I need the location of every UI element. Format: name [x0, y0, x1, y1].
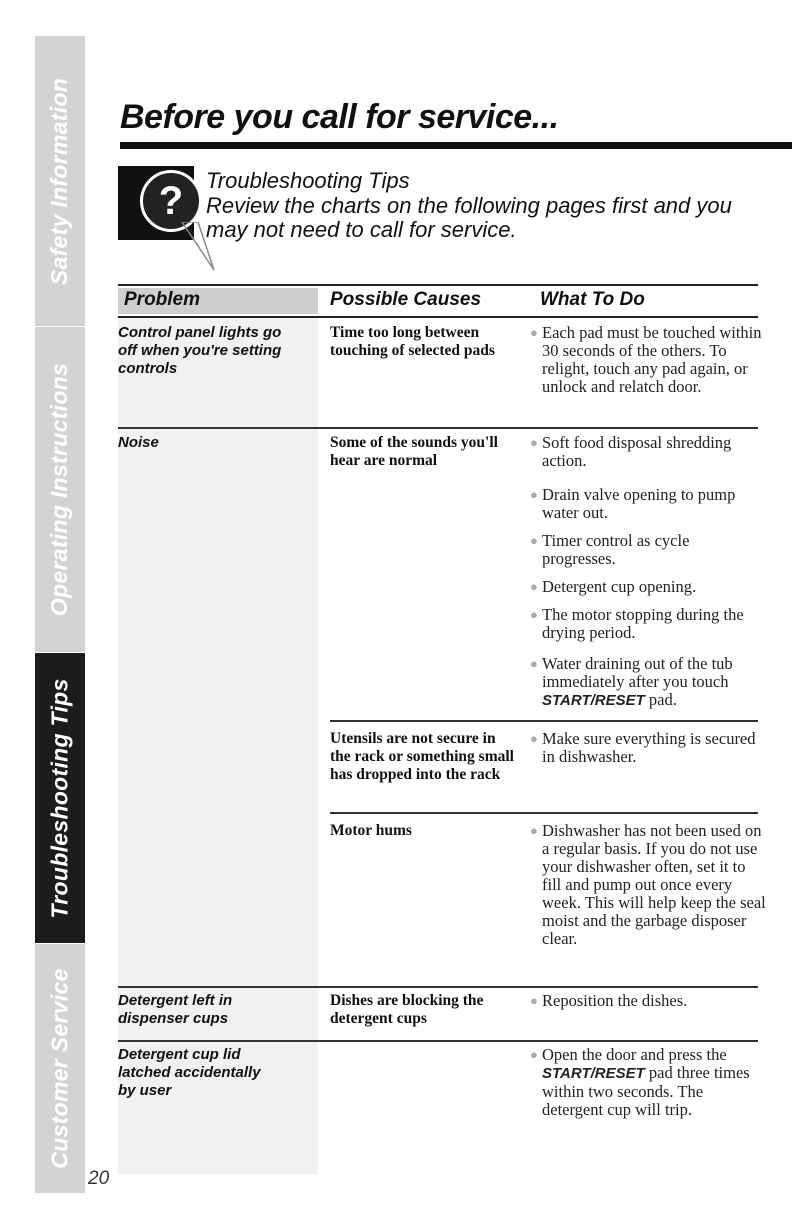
tab-troubleshooting-tips[interactable]: Troubleshooting Tips	[35, 653, 85, 944]
todo-secure-everything: ● Make sure everything is secured in dishwasher.	[530, 729, 756, 766]
tips-heading: Troubleshooting Tips	[206, 168, 410, 193]
problem-noise: Noise	[118, 434, 159, 451]
cause-motor-hums: Motor hums	[330, 822, 412, 839]
todo-food-disposal: ● Soft food disposal shredding action.	[530, 433, 732, 470]
question-mark-icon: ?	[140, 170, 202, 232]
todo-water-draining: ● Water draining out of the tub immediately after you touch START/RESET pad.	[530, 654, 733, 709]
cause-time-too-long: Time too long between touching of selected pads	[330, 324, 495, 359]
cause-dishes-blocking: Dishes are blocking the detergent cups	[330, 992, 484, 1027]
page-title: Before you call for service...	[120, 98, 559, 136]
todo-drain-valve: ● Drain valve opening to pump water out.	[530, 485, 736, 522]
todo-motor-stopping: ● The motor stopping during the drying period.	[530, 605, 744, 642]
page-number: 20	[88, 1168, 110, 1189]
problem-cup-lid-latched: Detergent cup lid latched accidentally by user	[118, 1046, 261, 1099]
problem-control-panel: Control panel lights go off when you're setting controls	[118, 324, 282, 377]
cause-utensils-not-secure: Utensils are not secure in the rack or something small has dropped into the rack	[330, 730, 514, 783]
tab-customer-service[interactable]: Customer Service	[35, 944, 85, 1194]
todo-timer-control: ● Timer control as cycle progresses.	[530, 531, 690, 568]
tab-operating-instructions[interactable]: Operating Instructions	[35, 327, 85, 653]
todo-regular-use: ● Dishwasher has not been used on a regular basis. If you do not use your dishwasher often, set it to fill and pump out once every week. This will help keep the seal moist and the garbage disposer clear.	[530, 821, 766, 948]
title-divider	[120, 142, 792, 149]
row-divider	[118, 1040, 758, 1042]
todo-reposition-dishes: ● Reposition the dishes.	[530, 991, 688, 1010]
todo-touch-pads: ● Each pad must be touched within 30 seconds of the others. To relight, touch any pad again, or unlock and relatch door.	[530, 323, 762, 396]
row-divider	[118, 427, 758, 429]
table-top-rule	[118, 284, 758, 286]
subrow-divider	[330, 812, 758, 814]
tab-safety-information[interactable]: Safety Information	[35, 36, 85, 327]
header-problem: Problem	[124, 289, 201, 310]
cause-normal-sounds: Some of the sounds you'll hear are normal	[330, 434, 498, 469]
subrow-divider	[330, 720, 758, 722]
todo-detergent-cup: ● Detergent cup opening.	[530, 577, 697, 596]
todo-open-door-press: ● Open the door and press the START/RESET pad three times within two seconds. The detergent cup will trip.	[530, 1045, 750, 1119]
problem-detergent-left: Detergent left in dispenser cups	[118, 992, 233, 1027]
tips-body: Review the charts on the following pages first and you may not need to call for service.	[206, 193, 732, 242]
section-sidebar	[35, 36, 85, 1193]
header-what-to-do: What To Do	[540, 289, 645, 310]
row-divider	[118, 986, 758, 988]
header-possible-causes: Possible Causes	[330, 289, 482, 310]
